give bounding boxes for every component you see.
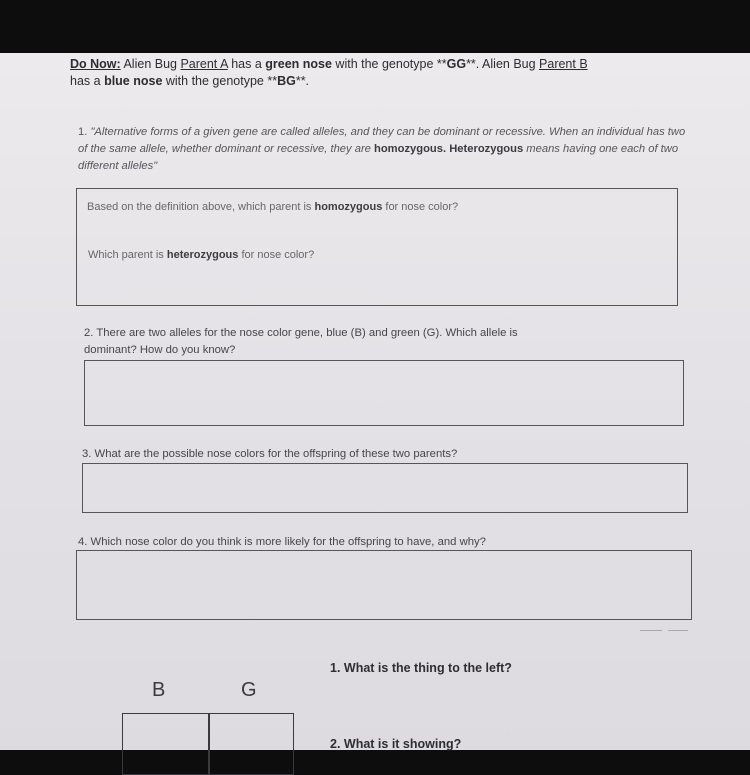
parent-b-label: Parent B <box>539 57 588 71</box>
question-1b-prompt: Which parent is heterozygous for nose color? <box>88 249 315 261</box>
parent-a-label: Parent A <box>180 57 228 71</box>
question-1-definition: 1. "Alternative forms of a given gene are called alleles, and they can be dominant or recessive. When an individual has two of the same allele, whether dominant or recessive, they are homozygous. Heterozygous means having one each of two different alleles" <box>78 126 686 172</box>
do-now-heading: Do Now: <box>70 57 121 71</box>
question-3-text: 3. What are the possible nose colors for the offspring of these two parents? <box>82 448 458 460</box>
worksheet-page <box>0 53 750 750</box>
do-now-paragraph: Do Now: Alien Bug Parent A has a green nose with the genotype **GG**. Alien Bug Parent B has a blue nose with the genotype **BG**. <box>70 57 588 88</box>
punnett-col-label-g: G <box>241 679 257 701</box>
question-1a-prompt: Based on the definition above, which parent is homozygous for nose color? <box>87 201 459 213</box>
question-3-answer-box[interactable] <box>82 463 688 513</box>
punnett-cell[interactable] <box>122 713 210 775</box>
punnett-cell[interactable] <box>208 713 294 775</box>
divider-dash <box>668 630 688 631</box>
right-question-1: 1. What is the thing to the left? <box>330 661 512 675</box>
question-2-answer-box[interactable] <box>84 360 684 426</box>
punnett-col-label-b: B <box>152 679 166 701</box>
question-2-text: 2. There are two alleles for the nose color gene, blue (B) and green (G). Which allele is dominant? How do you know? <box>84 327 518 356</box>
divider-dash <box>640 630 662 631</box>
right-question-2: 2. What is it showing? <box>330 737 462 751</box>
question-4-answer-box[interactable] <box>76 550 692 620</box>
question-4-text: 4. Which nose color do you think is more likely for the offspring to have, and why? <box>78 536 486 548</box>
